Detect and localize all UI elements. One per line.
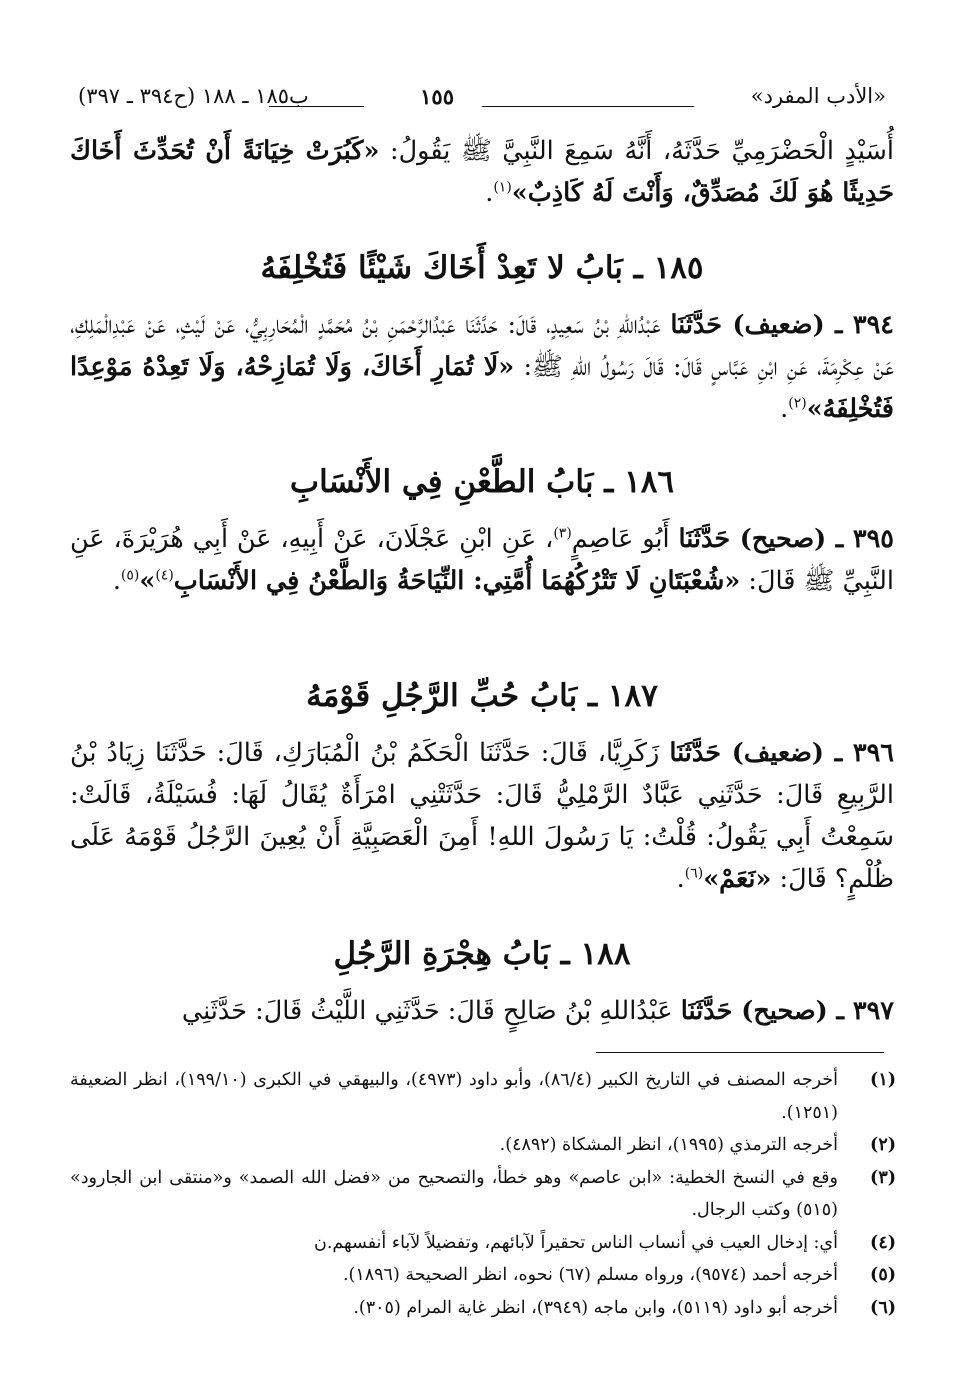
footnote-ref: (١) — [493, 179, 512, 196]
footnote-text: أخرجه أحمد (٩٥٧٤)، ورواه مسلم (٦٧) نحوه، انظر الصحيحة (١٨٩٦). — [342, 1265, 838, 1285]
footnote-number: (٥) — [870, 1265, 896, 1285]
prophetic-quote: «لَا تُمَارِ أَخَاكَ، وَلَا تُمَازِحْهُ، وَلَا تَعِدْهُ مَوْعِدًا فَتُخْلِفَهُ» — [70, 352, 894, 424]
hadith-chain: عَبْدُاللهِ بْنُ سَعِيدٍ، قَالَ: حَدَّثَنَا عَبْدُالرَّحْمَنِ بْنُ مُحَمَّدٍ الْمُحَارِبِيُّ، عَنْ لَيْثٍ، عَنْ عَبْدِالْمَلِكِ، عَنْ عِكْرِمَةَ، عَنِ ابْنِ عَبَّاسٍ قَالَ: قَالَ رَسُولُ اللهِ ﷺ: — [70, 310, 894, 382]
running-header — [78, 84, 886, 120]
hadith-paragraph: ٣٩٥ ـ (صحيح) حَدَّثَنَا أَبُو عَاصِمٍ$^{(٣)}$، عَنِ ابْنِ عَجْلَانَ، عَنْ أَبِيهِ، عَنْ أَبِي هُرَيْرَةَ، عَنِ النَّبِيِّ ﷺ قَالَ: «شُعْبَتَانِ لَا تَتْرُكُهُمَا أُمَّتِي: النِّيَاحَةُ وَالطَّعْنُ فِي الأَنْسَابِ$^{(٤)}$»$^{(٥)}$. — [70, 524, 894, 596]
intro-paragraph: أُسَيْدٍ الْحَضْرَمِيِّ حَدَّثَهُ، أَنَّهُ سَمِعَ النَّبِيَّ ﷺ يَقُولُ: «كَبُرَتْ خِيَانَةً أَنْ تُحَدِّثَ أَخَاكَ حَدِيثًا هُوَ لَكَ مُصَدِّقٌ، وَأَنْتَ لَهُ كَاذِبٌ»$^{(١)}$. — [70, 136, 895, 208]
prophetic-quote: «نَعَمْ» — [703, 864, 772, 894]
chapter-heading: ١٨٦ ـ بَابُ الطَّعْنِ فِي الأَنْسَابِ — [289, 464, 675, 500]
hadith-chain: أَبُو عَاصِمٍ — [571, 524, 679, 554]
hadith-chain: ، عَنِ ابْنِ عَجْلَانَ، عَنْ أَبِيهِ، عَنْ أَبِي هُرَيْرَةَ، عَنِ النَّبِيِّ ﷺ قَالَ: — [70, 524, 894, 596]
prophetic-quote: «شُعْبَتَانِ لَا تَتْرُكُهُمَا أُمَّتِي: النِّيَاحَةُ وَالطَّعْنُ فِي الأَنْسَابِ — [173, 566, 741, 596]
hadith-chain: زَكَرِيَّا، قَالَ: حَدَّثَنَا الْحَكَمُ بْنُ الْمُبَارَكِ، قَالَ: حَدَّثَنَا زِيَادُ بْنُ الرَّبِيعِ قَالَ: حَدَّثَنِي عَبَّادٌ الرَّمْلِيُّ قَالَ: حَدَّثَتْنِي امْرَأَةٌ يُقَالُ لَهَا: فُسَيْلَةُ، قَالَتْ: سَمِعْتُ أَبِي يَقُولُ: قُلْتُ: يَا رَسُولَ اللهِ! أَمِنَ الْعَصَبِيَّةِ أَنْ يُعِينَ الرَّجُلُ قَوْمَهُ عَلَى ظُلْمٍ؟ قَالَ: — [70, 738, 894, 894]
footnote-item — [70, 1227, 896, 1260]
footnote-separator — [596, 1052, 884, 1053]
footnote-item — [70, 1259, 896, 1292]
intro-text: أُسَيْدٍ الْحَضْرَمِيِّ حَدَّثَهُ، أَنَّهُ سَمِعَ النَّبِيَّ ﷺ يَقُولُ: — [379, 136, 895, 166]
chapter-heading: ١٨٧ ـ بَابُ حُبِّ الرَّجُلِ قَوْمَهُ — [306, 678, 658, 714]
prophetic-quote: «كَبُرَتْ خِيَانَةً أَنْ تُحَدِّثَ أَخَاكَ حَدِيثًا هُوَ لَكَ مُصَدِّقٌ، وَأَنْتَ لَهُ كَاذِبٌ» — [70, 136, 894, 208]
header-book-title: «الأدب المفرد» — [750, 84, 886, 108]
page-number: ١٥٥ — [420, 84, 454, 109]
footnote-ref: (٥) — [120, 567, 140, 584]
footnote-text: وقع في النسخ الخطية: «ابن عاصم» وهو خطأ، والتصحيح من «فضل الله الصمد» و«منتقى ابن الجارود» (٥١٥) وكتب الرجال. — [70, 1167, 838, 1220]
footnote-number: (٤) — [870, 1232, 896, 1253]
footnote-item — [70, 1129, 896, 1162]
footnote-text: أخرجه المصنف في التاريخ الكبير (٨٦/٤)، وأبو داود (٤٩٧٣)، والبيهقي في الكبرى (١٩٩/١٠)، انظر الضعيفة (١٢٥١). — [70, 1070, 838, 1123]
hadith-paragraph: ٣٩٦ ـ (ضعيف) حَدَّثَنَا زَكَرِيَّا، قَالَ: حَدَّثَنَا الْحَكَمُ بْنُ الْمُبَارَكِ، قَالَ: حَدَّثَنَا زِيَادُ بْنُ الرَّبِيعِ قَالَ: حَدَّثَنِي عَبَّادٌ الرَّمْلِيُّ قَالَ: حَدَّثَتْنِي امْرَأَةٌ يُقَالُ لَهَا: فُسَيْلَةُ، قَالَتْ: سَمِعْتُ أَبِي يَقُولُ: قُلْتُ: يَا رَسُولَ اللهِ! أَمِنَ الْعَصَبِيَّةِ أَنْ يُعِينَ الرَّجُلُ قَوْمَهُ عَلَى ظُلْمٍ؟ قَالَ: «نَعَمْ»$^{(٦)}$. — [70, 738, 894, 894]
footnote-ref: (٤) — [155, 567, 174, 584]
hadith-paragraph: ٣٩٤ ـ (ضعيف) حَدَّثَنَا عَبْدُاللهِ بْنُ سَعِيدٍ، قَالَ: حَدَّثَنَا عَبْدُالرَّحْمَنِ بْنُ مُحَمَّدٍ الْمُحَارِبِيُّ، عَنْ لَيْثٍ، عَنْ عَبْدِالْمَلِكِ، عَنْ عِكْرِمَةَ، عَنِ ابْنِ عَبَّاسٍ قَالَ: قَالَ رَسُولُ اللهِ ﷺ: «لَا تُمَارِ أَخَاكَ، وَلَا تُمَازِحْهُ، وَلَا تَعِدْهُ مَوْعِدًا فَتُخْلِفَهُ»$^{(٢)}$. — [70, 310, 894, 424]
hadith-lead: ٣٩٥ ـ (صحيح) حَدَّثَنَا — [678, 524, 894, 554]
hadith-lead: ٣٩٤ ـ (ضعيف) حَدَّثَنَا — [670, 310, 894, 340]
footnote-text: أي: إدخال العيب في أنساب الناس تحقيراً لآبائهم، وتفضيلاً لآباء أنفسهم.ن — [313, 1232, 838, 1253]
footnote-item — [70, 1162, 896, 1227]
header-chapter-range: ب١٨٥ ـ ١٨٨ (ح٣٩٤ ـ ٣٩٧) — [78, 84, 309, 108]
chapter-heading: ١٨٥ ـ بَابُ لا تَعِدْ أَخَاكَ شَيْئًا فَتُخْلِفَهُ — [260, 250, 704, 286]
header-rule — [482, 106, 694, 107]
footnote-text: أخرجه أبو داود (٥١١٩)، وابن ماجه (٣٩٤٩)، انظر غاية المرام (٣٠٥). — [353, 1297, 838, 1318]
footnote-number: (١) — [870, 1070, 896, 1090]
footnote-ref: (٢) — [788, 395, 807, 412]
hadith-chain: عَبْدُاللهِ بْنُ صَالِحٍ قَالَ: حَدَّثَنِي اللَّيْثُ قَالَ: حَدَّثَنِي — [181, 996, 681, 1026]
footnote-text: أخرجه الترمذي (١٩٩٥)، انظر المشكاة (٤٨٩٢). — [499, 1135, 838, 1155]
footnotes — [70, 1064, 896, 1324]
hadith-lead: ٣٩٧ ـ (صحيح) حَدَّثَنَا — [680, 996, 894, 1026]
footnote-ref: (٣) — [553, 525, 572, 542]
hadith-lead: ٣٩٦ ـ (ضعيف) حَدَّثَنَا — [669, 738, 894, 768]
chapter-heading: ١٨٨ ـ بَابُ هِجْرَةِ الرَّجُلِ — [333, 936, 631, 972]
footnote-ref: (٦) — [684, 865, 704, 882]
footnote-number: (٢) — [870, 1135, 896, 1155]
footnote-number: (٣) — [870, 1167, 896, 1188]
footnote-item — [70, 1292, 896, 1325]
footnote-item — [70, 1064, 896, 1129]
footnote-number: (٦) — [870, 1297, 896, 1318]
hadith-paragraph — [70, 990, 894, 1032]
